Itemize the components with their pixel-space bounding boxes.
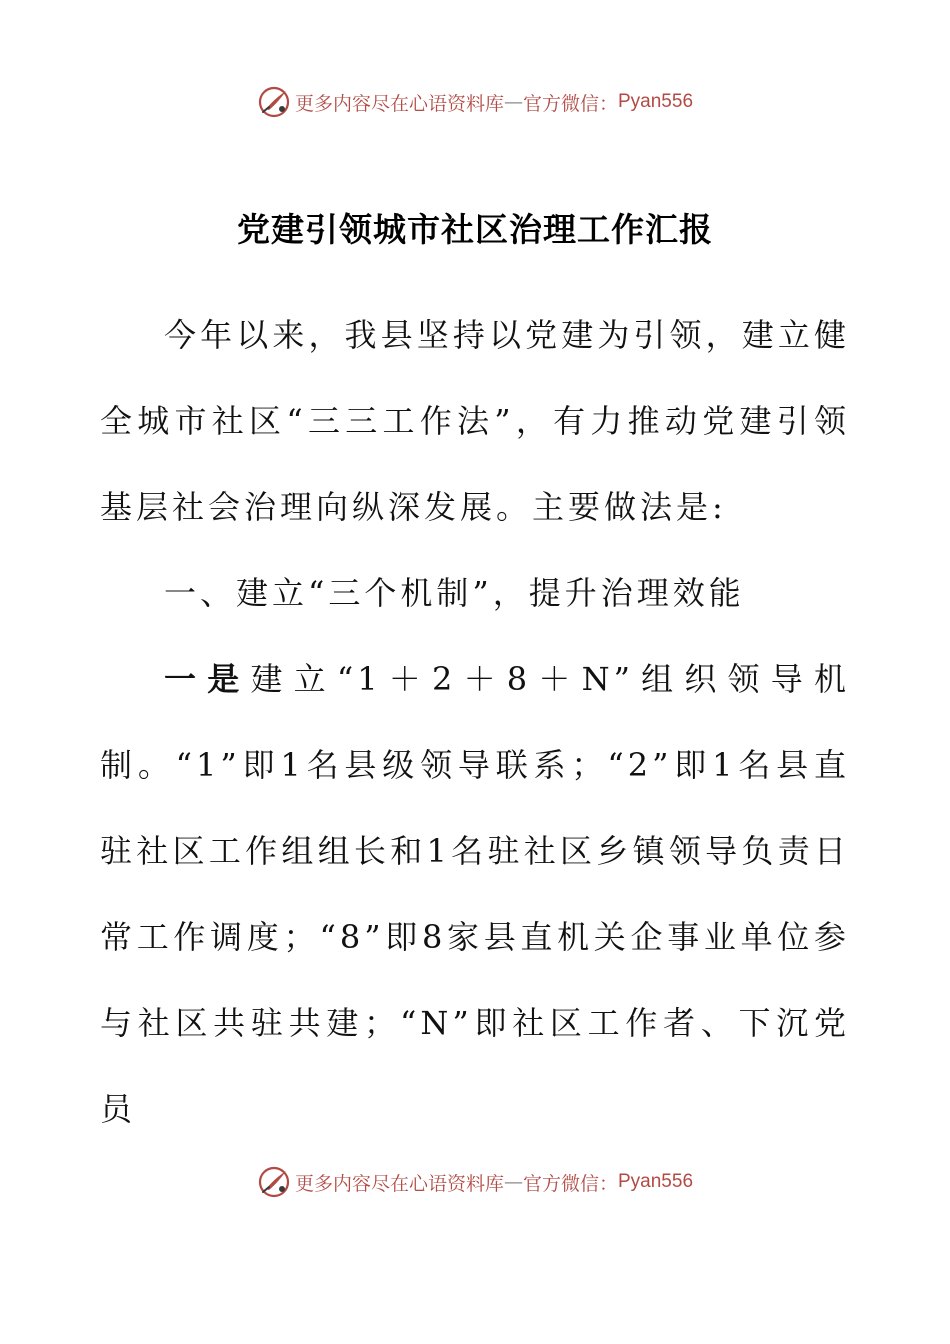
- watermark-label: 官方微信：: [522, 92, 618, 115]
- watermark-label: 官方微信：: [522, 1172, 618, 1195]
- intro-paragraph: 今年以来，我县坚持以党建为引领，建立健全城市社区“三三工作法”，有力推动党建引领基层社会治理向纵深发展。主要做法是:: [100, 316, 850, 526]
- watermark-wechat-id: Pyan556: [618, 91, 694, 112]
- watermark-wechat-id: Pyan556: [618, 1171, 694, 1192]
- quill-logo-icon: [257, 1165, 291, 1199]
- quill-logo-icon: [257, 85, 291, 119]
- watermark-brand: 更多内容尽在心语资料库: [294, 92, 504, 115]
- point-text: 建立“1＋2＋8＋N”组织领导机制。“1”即1名县级领导联系；“2”即1名县直驻社区工作组组长和1名驻社区乡镇领导负责日常工作调度；“8”即8家县直机关企事业单位参与社区共驻共建；“N”即社区工作者、下沉党员: [100, 660, 850, 1128]
- document-body: [100, 292, 850, 1152]
- section-heading: 一、建立“三个机制”，提升治理效能: [164, 574, 745, 612]
- watermark-dash: —: [503, 91, 523, 113]
- header-watermark: [0, 82, 950, 122]
- watermark-dash: —: [503, 1171, 523, 1193]
- point-lead: 一是: [164, 660, 251, 698]
- watermark-brand: 更多内容尽在心语资料库: [294, 1172, 504, 1195]
- footer-watermark: [0, 1162, 950, 1202]
- document-title: 党建引领城市社区治理工作汇报: [237, 210, 713, 249]
- point-paragraph: [100, 636, 850, 1152]
